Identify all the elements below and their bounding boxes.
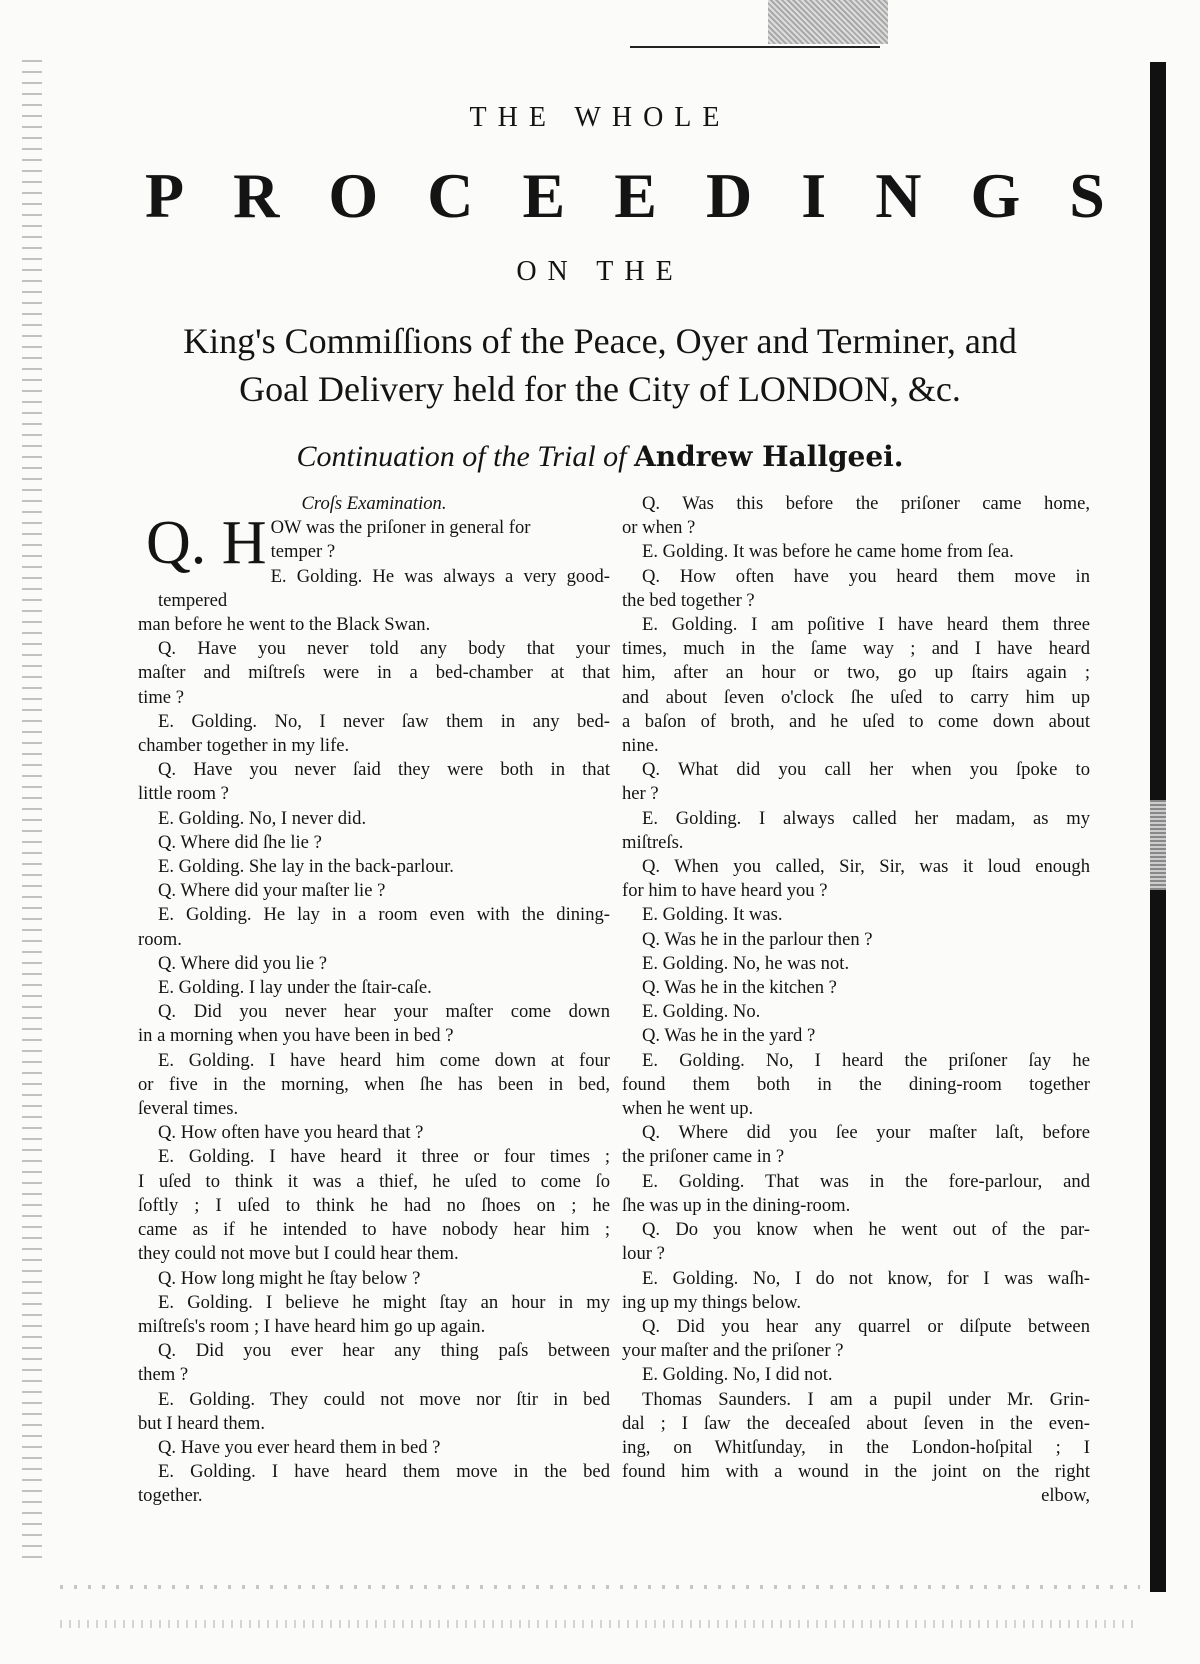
- text-line: [138, 1170, 610, 1194]
- text-line: [622, 613, 1090, 637]
- line-text: ſoftly ; I uſed to think he had no ſhoes on ; he: [138, 1194, 610, 1216]
- heading-on-the: ON THE: [516, 256, 684, 287]
- text-line: [622, 686, 1090, 710]
- text-line: [622, 1291, 1090, 1315]
- line-text: your maſter and the priſoner ?: [622, 1340, 844, 1362]
- line-text: elbow,: [1041, 1485, 1090, 1507]
- text-line: [138, 1484, 610, 1508]
- text-line: [622, 1412, 1090, 1436]
- proceedings-letter: E: [522, 160, 566, 231]
- line-text: Q. Where did you ſee your maſter laſt, before: [642, 1122, 1090, 1144]
- heading-the-whole: THE WHOLE: [469, 102, 731, 133]
- text-line: [138, 1024, 610, 1048]
- text-line: [138, 710, 610, 734]
- text-line: [138, 928, 610, 952]
- line-text: a baſon of broth, and he uſed to come down about: [622, 710, 1090, 732]
- text-line: [622, 1315, 1090, 1339]
- text-line: [622, 952, 1090, 976]
- text-line: [138, 1436, 610, 1460]
- text-line: [138, 952, 610, 976]
- proceedings-letter: R: [233, 160, 280, 231]
- line-text: E. Golding. I lay under the ſtair-caſe.: [158, 977, 432, 999]
- text-line: [138, 758, 610, 782]
- text-line: [138, 831, 610, 855]
- line-text: when he went up.: [622, 1098, 754, 1120]
- proceedings-letter: D: [705, 160, 753, 231]
- text-line: [622, 1049, 1090, 1073]
- line-text: ing up my things below.: [622, 1291, 802, 1313]
- text-line: [622, 1242, 1090, 1266]
- line-text: her ?: [622, 783, 659, 805]
- line-text: Q. Where did you lie ?: [158, 952, 328, 974]
- text-line: [138, 1049, 610, 1073]
- text-line: [138, 1097, 610, 1121]
- scan-bottom-noise: [60, 1585, 1140, 1589]
- heading-continuation: [0, 440, 1200, 474]
- text-line: [138, 686, 610, 710]
- text-line: [138, 637, 610, 661]
- line-text: E. Golding. I always called her madam, as my: [642, 807, 1090, 829]
- line-text: nine.: [622, 735, 659, 757]
- text-line: [622, 565, 1090, 589]
- line-text: maſter and miſtreſs were in a bed-chamber at that: [138, 662, 610, 684]
- text-line: [622, 1460, 1090, 1484]
- text-line: [138, 734, 610, 758]
- proceedings-letter: P: [145, 160, 185, 231]
- line-text: Q. Have you never ſaid they were both in that: [158, 759, 610, 781]
- text-line: [138, 1121, 610, 1145]
- line-text: came as if he intended to have nobody hear him ;: [138, 1219, 610, 1241]
- line-text: times, much in the ſame way ; and I have heard: [622, 638, 1090, 660]
- line-text: chamber together in my life.: [138, 735, 350, 757]
- line-text: E. Golding. No, I never did.: [158, 807, 367, 829]
- text-line: [138, 1267, 610, 1291]
- line-text: E. Golding. He lay in a room even with the dining-: [158, 904, 610, 926]
- text-line: [138, 879, 610, 903]
- line-text: but I heard them.: [138, 1412, 266, 1434]
- line-text: OW was the priſoner in general for: [270, 517, 531, 539]
- line-text: little room ?: [138, 783, 229, 805]
- text-line: [138, 1460, 610, 1484]
- text-line: [138, 1315, 610, 1339]
- line-text: E. Golding. I have heard it three or four times ;: [158, 1146, 610, 1168]
- text-line: [622, 1024, 1090, 1048]
- text-line: [622, 734, 1090, 758]
- left-column: [138, 492, 610, 1509]
- line-text: E. Golding. No, I heard the priſoner ſay he: [642, 1049, 1090, 1071]
- text-line: [138, 1000, 610, 1024]
- text-line: [138, 1242, 610, 1266]
- line-text: ing, on Whitſunday, in the London-hoſpital ; I: [622, 1436, 1090, 1458]
- line-text: miſtreſs.: [622, 831, 684, 853]
- line-text: they could not move but I could hear them.: [138, 1243, 459, 1265]
- proceedings-letter: C: [427, 160, 474, 231]
- line-text: Q. Did you hear any quarrel or diſpute between: [642, 1315, 1090, 1337]
- proceedings-letter: N: [875, 160, 922, 231]
- drop-cap: Q. H: [146, 509, 267, 578]
- line-text: the bed together ?: [622, 589, 755, 611]
- text-line: [138, 1363, 610, 1387]
- line-text: him, after an hour or two, go up ſtairs again ;: [622, 662, 1090, 684]
- scan-edge-grey: [1150, 800, 1166, 890]
- line-text: ſhe was up in the dining-room.: [622, 1194, 851, 1216]
- line-text: the priſoner came in ?: [622, 1146, 785, 1168]
- line-text: E. Golding. That was in the fore-parlour, and: [642, 1170, 1090, 1192]
- text-line: [622, 1194, 1090, 1218]
- text-line: [138, 1291, 610, 1315]
- right-column: [622, 492, 1090, 1509]
- line-text: Q. Did you ever hear any thing paſs between: [158, 1340, 610, 1362]
- line-text: Q. Was he in the parlour then ?: [642, 928, 873, 950]
- text-line: [622, 831, 1090, 855]
- text-line: [622, 758, 1090, 782]
- line-text: temper ?: [270, 541, 336, 563]
- line-text: room.: [138, 928, 182, 950]
- line-text: time ?: [138, 686, 184, 708]
- line-text: lour ?: [622, 1243, 665, 1265]
- text-line: [622, 976, 1090, 1000]
- text-line: [622, 928, 1090, 952]
- text-line: [138, 903, 610, 927]
- line-text: E. Golding. No, I never ſaw them in any bed-: [158, 710, 610, 732]
- line-text: Q. Have you never told any body that your: [158, 638, 610, 660]
- text-line: [622, 516, 1090, 540]
- line-text: E. Golding. I believe he might ſtay an hour in my: [158, 1291, 610, 1313]
- line-text: Q. Do you know when he went out of the par-: [642, 1219, 1090, 1241]
- text-line: [622, 1000, 1090, 1024]
- line-text: for him to have heard you ?: [622, 880, 828, 902]
- line-text: Q. Where did your maſter lie ?: [158, 880, 386, 902]
- line-text: E. Golding. It was before he came home from ſea.: [642, 541, 1014, 563]
- line-text: Q. Have you ever heard them in bed ?: [158, 1436, 441, 1458]
- line-text: ſeveral times.: [138, 1098, 239, 1120]
- text-line: [622, 1339, 1090, 1363]
- line-text: Q. Did you never hear your maſter come down: [158, 1001, 610, 1023]
- line-text: E. Golding. No.: [642, 1001, 761, 1023]
- line-text: E. Golding. No, I do not know, for I was waſh-: [642, 1267, 1090, 1289]
- line-text: Q. How often have you heard them move in: [642, 565, 1090, 587]
- proceedings-letter: O: [328, 160, 379, 231]
- proceedings-letter: S: [1069, 160, 1105, 231]
- text-line: [622, 1073, 1090, 1097]
- line-text: dal ; I ſaw the deceaſed about ſeven in the even-: [622, 1412, 1090, 1434]
- line-text: E. Golding. She lay in the back-parlour.: [158, 856, 454, 878]
- text-line: [622, 1484, 1090, 1508]
- line-text: or when ?: [622, 517, 696, 539]
- line-text: or five in the morning, when ſhe has been in bed,: [138, 1073, 610, 1095]
- line-text: E. Golding. It was.: [642, 904, 783, 926]
- proceedings-letter: I: [801, 160, 827, 231]
- text-line: [138, 1412, 610, 1436]
- text-line: [622, 637, 1090, 661]
- line-text: miſtreſs's room ; I have heard him go up again.: [138, 1315, 486, 1337]
- continuation-text: Continuation of the Trial of: [296, 440, 627, 473]
- line-text: Croſs Examination.: [301, 493, 447, 514]
- text-line: [138, 1339, 610, 1363]
- text-line: [138, 976, 610, 1000]
- proceedings-letter: E: [614, 160, 657, 231]
- text-line: [138, 807, 610, 831]
- heading-proceedings: [145, 160, 1105, 232]
- text-line: [622, 1170, 1090, 1194]
- text-line: [138, 782, 610, 806]
- heading-goal-delivery: Goal Delivery held for the City of LONDON, &c.: [239, 369, 961, 409]
- line-text: and about ſeven o'clock ſhe uſed to carry him up: [622, 686, 1090, 708]
- line-text: Q. Where did ſhe lie ?: [158, 831, 322, 853]
- text-line: [622, 492, 1090, 516]
- text-line: [138, 1218, 610, 1242]
- line-text: E. Golding. No, he was not.: [642, 952, 850, 974]
- text-line: [622, 807, 1090, 831]
- text-line: [622, 589, 1090, 613]
- heading-kings-commissions: King's Commiſſions of the Peace, Oyer and Terminer, and: [183, 321, 1017, 361]
- line-text: E. Golding. They could not move nor ſtir in bed: [158, 1388, 610, 1410]
- text-line: [622, 1121, 1090, 1145]
- text-line: [622, 710, 1090, 734]
- line-text: E. Golding. I have heard him come down at four: [158, 1049, 610, 1071]
- text-line: [622, 879, 1090, 903]
- line-text: I uſed to think it was a thief, he uſed to come ſo: [138, 1170, 610, 1192]
- text-line: [622, 540, 1090, 564]
- line-text: man before he went to the Black Swan.: [138, 614, 431, 636]
- text-line: [138, 661, 610, 685]
- line-text: Q. What did you call her when you ſpoke to: [642, 759, 1090, 781]
- text-line: [138, 1073, 610, 1097]
- line-text: found him with a wound in the joint on the right: [622, 1461, 1090, 1483]
- line-text: together.: [138, 1485, 203, 1507]
- text-line: [622, 1218, 1090, 1242]
- line-text: E. Golding. I have heard them move in the bed: [158, 1461, 610, 1483]
- text-line: [138, 1145, 610, 1169]
- defendant-name: Andrew Hallgeei.: [634, 440, 904, 473]
- line-text: Q. How long might he ſtay below ?: [158, 1267, 421, 1289]
- scan-bottom-noise-2: [60, 1620, 1140, 1628]
- proceedings-letter: G: [970, 160, 1021, 231]
- line-text: Q. Was he in the kitchen ?: [642, 977, 837, 999]
- text-line: [622, 903, 1090, 927]
- text-line: [622, 1267, 1090, 1291]
- line-text: Q. Was he in the yard ?: [642, 1025, 816, 1047]
- line-text: Thomas Saunders. I am a pupil under Mr. Grin-: [642, 1388, 1090, 1410]
- line-text: E. Golding. I am poſitive I have heard them three: [642, 614, 1090, 636]
- line-text: found them both in the dining-room together: [622, 1073, 1090, 1095]
- line-text: in a morning when you have been in bed ?: [138, 1025, 454, 1047]
- text-line: [622, 1097, 1090, 1121]
- text-line: [622, 1363, 1090, 1387]
- scan-smudge: [768, 0, 888, 44]
- line-text: E. Golding. He was always a very good-tempered: [158, 565, 610, 611]
- text-line: [138, 855, 610, 879]
- line-text: them ?: [138, 1364, 189, 1386]
- text-line: [138, 613, 610, 637]
- text-line: [138, 1194, 610, 1218]
- text-line: [622, 782, 1090, 806]
- text-line: [138, 1388, 610, 1412]
- text-line: [622, 661, 1090, 685]
- line-text: E. Golding. No, I did not.: [642, 1364, 833, 1386]
- text-line: [622, 1388, 1090, 1412]
- text-line: [622, 855, 1090, 879]
- top-rule: [630, 46, 880, 48]
- line-text: Q. When you called, Sir, Sir, was it loud enough: [642, 856, 1090, 878]
- text-line: [622, 1145, 1090, 1169]
- line-text: Q. How often have you heard that ?: [158, 1122, 424, 1144]
- text-line: [622, 1436, 1090, 1460]
- line-text: Q. Was this before the priſoner came home,: [642, 493, 1090, 514]
